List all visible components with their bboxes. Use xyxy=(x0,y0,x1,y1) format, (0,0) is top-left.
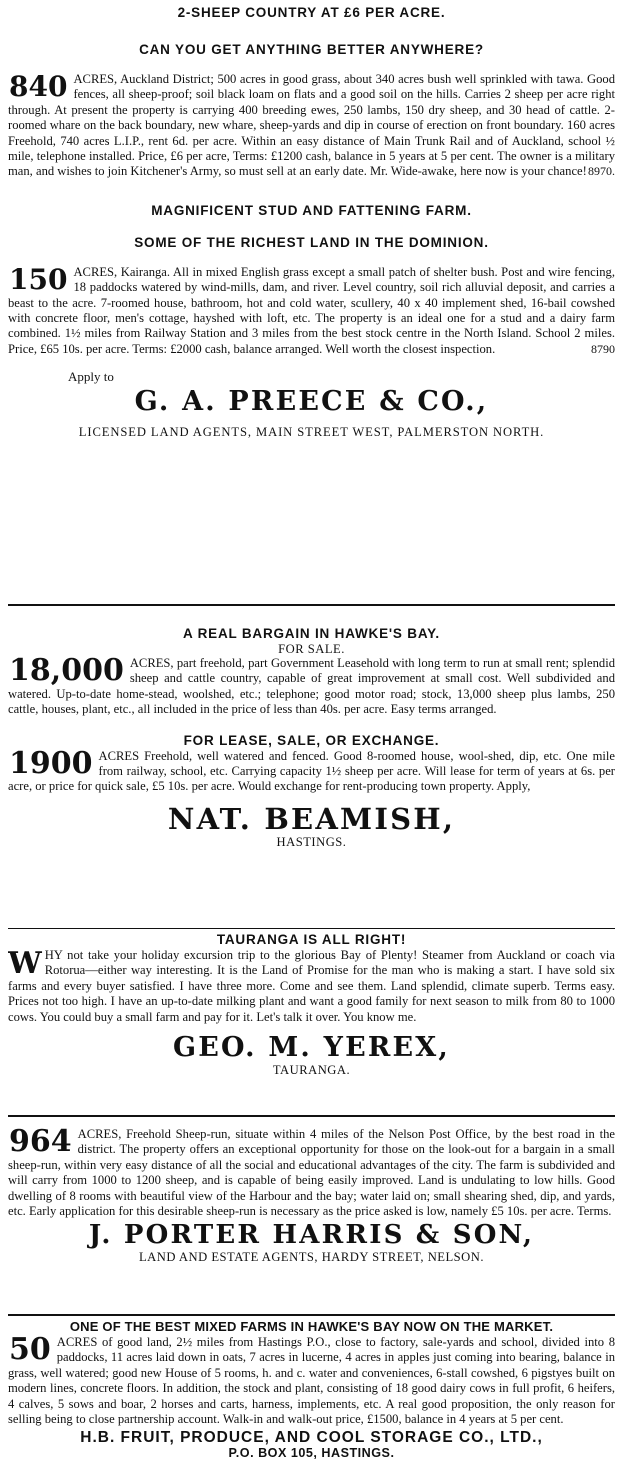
listing-description: ACRES Freehold, well watered and fenced. Good 8-roomed house, wool-shed, dip, etc. One mile from railway, school, etc. Carrying capacity 1½ sheep per acre. Will lease for term of years at 6s. per acre, or price for quick sale, £5 10s. per acre. Would exchange for rent-producing town property. Apply, xyxy=(8,748,615,794)
listing-50 xyxy=(8,1332,615,1427)
ad-heading: TAURANGA IS ALL RIGHT! xyxy=(216,932,407,947)
listing-reference: 8790 xyxy=(591,341,615,356)
listing-150 xyxy=(8,262,615,357)
agent-name: J. PORTER HARRIS & SON, xyxy=(88,1220,535,1251)
listing-description: ACRES, Kairanga. All in mixed English grass except a small patch of shelter bush. Post and wire fencing, 18 paddocks watered by wind-mills, dam, and river. Level country, soil rich alluvial deposit, and carries a beast to the acre. 7-roomed house, bathroom, hot and cold water, scullery, 40 x 40 implement shed, 16-bail cowshed with concrete floor, men's cottage, hayshed with loft, etc. The property is an ideal one for a stud and a dairy farm combined. 1½ miles from Railway Station and 3 miles from the best stock centre in the North Island. School 2 miles. Price, £65 10s. per acre. Terms: £2000 cash, balance arranged. Well worth the closest inspection. 8790 xyxy=(8,264,615,356)
yerex-body xyxy=(8,948,615,1025)
agent-address: LICENSED LAND AGENTS, MAIN STREET WEST, PALMERSTON NORTH. xyxy=(78,425,545,440)
listing-description: ACRES of good land, 2½ miles from Hastings P.O., close to factory, sale-yards and school, divided into 8 paddocks, 11 acres laid down in oats, 7 acres in lucerne, 4 acres in apples just coming into bearing, balance in grass, well watered; good new House of 5 rooms, h. and c. water and conveniences, 6-stall cowshed, 6 pigstyes built on modern lines, concrete floors. In addition, the stock and plant, consisting of 18 good dairy cows in full profit, 6 heifers, 4 calves, 5 sows and boar, 2 horses and carts, harness, implements, etc. A real good proposition, the only reason for selling being to close partnership account. Walk-in and walk-out price, £1500, balance in 4 years at 5 per cent. xyxy=(8,1335,615,1427)
drop-capital: W xyxy=(8,946,42,981)
ad-heading: CAN YOU GET ANYTHING BETTER ANYWHERE? xyxy=(139,42,484,57)
ad-heading: MAGNIFICENT STUD AND FATTENING FARM. xyxy=(151,202,472,218)
listing-description: ACRES, part freehold, part Government Leasehold with long term to run at small rent; splendid sheep and cattle country, capable of great improvement at small cost. Well subdivided and watered. Up-to-date home-stead, woolshed, etc.; telephone; good motor road; stock, 13,000 sheep plus lambs, 250 cattle, houses, plant, etc., all included in the price of less than 40s. per acre. Easy terms arranged. xyxy=(8,656,615,717)
column-rule xyxy=(8,928,615,929)
column-rule xyxy=(8,1314,615,1316)
agent-address: HASTINGS. xyxy=(276,834,347,849)
agent-name: GEO. M. YEREX, xyxy=(172,1032,451,1064)
ad-heading: 2-SHEEP COUNTRY AT £6 PER ACRE. xyxy=(177,5,446,20)
ad-heading: ONE OF THE BEST MIXED FARMS IN HAWKE'S BAY NOW ON THE MARKET. xyxy=(69,1319,554,1334)
preece-advertisement xyxy=(8,4,615,604)
ad-heading: SOME OF THE RICHEST LAND IN THE DOMINION. xyxy=(134,234,489,250)
ad-description: HY not take your holiday excursion trip to the glorious Bay of Plenty! Steamer from Auckland or coach via Rotorua—either way interesting. It is the Land of Promise for the man who is making a start. I have sold six farms and every buyer satisfied. I have three more. Come and see them. Land splendid, climate superb. Terms easy. Prices not too high. I have an up-to-date milking plant and want a good family for next season to milk from 80 to 1000 cows. You could buy a small farm and pay for it. Let's talk it over. You know me. xyxy=(8,948,615,1024)
agent-name: NAT. BEAMISH, xyxy=(167,801,456,836)
agent-name: H.B. FRUIT, PRODUCE, AND COOL STORAGE CO., LTD., xyxy=(80,1429,543,1447)
listing-1900 xyxy=(8,745,615,795)
listing-840 xyxy=(8,72,615,180)
listing-acreage: 1900 xyxy=(9,745,93,781)
listing-acreage: 840 xyxy=(9,70,68,103)
beamish-advertisement xyxy=(8,625,615,928)
listing-18000 xyxy=(8,653,615,718)
newspaper-page xyxy=(8,0,615,1468)
agent-address: TAURANGA. xyxy=(272,1063,351,1078)
listing-acreage: 18,000 xyxy=(9,653,124,688)
ad-heading: A REAL BARGAIN IN HAWKE'S BAY. xyxy=(183,626,440,641)
agent-address: P.O. BOX 105, HASTINGS. xyxy=(228,1446,395,1461)
hb-fruit-advertisement xyxy=(8,1318,615,1460)
listing-964 xyxy=(8,1124,615,1219)
column-rule xyxy=(8,604,615,606)
apply-to-label: Apply to xyxy=(68,369,114,385)
column-rule xyxy=(8,1115,615,1117)
ad-subheading: FOR SALE. xyxy=(278,642,345,656)
harris-advertisement xyxy=(8,1124,615,1314)
listing-acreage: 150 xyxy=(9,262,68,296)
listing-description: ACRES, Freehold Sheep-run, situate within 4 miles of the Nelson Post Office, by the best road in the district. The property offers an exceptional opportunity for those on the look-out for a bargain in a small sheep-run, within very easy distance of all the social and educational advantages of the city. The farm is subdivided and will carry from 1000 to 1200 sheep, and is capable of being easily improved. Land is undulating to low hills. Good dwelling of 8 rooms with beautiful view of the Harbour and the bay; water laid on; small shearing shed, dip, and yards, etc. Early application for this desirable sheep-run is necessary as the price asked is low, namely £5 10s. per acre. Terms. xyxy=(8,1127,615,1219)
listing-reference: 8970. xyxy=(588,164,615,179)
listing-acreage: 964 xyxy=(9,1124,72,1159)
ad-heading: FOR LEASE, SALE, OR EXCHANGE. xyxy=(183,732,440,748)
agent-name: G. A. PREECE & CO., xyxy=(134,386,489,418)
listing-acreage: 50 xyxy=(9,1332,51,1367)
yerex-advertisement xyxy=(8,931,615,1115)
listing-description: ACRES, Auckland District; 500 acres in good grass, about 340 acres bush well sprinkled with tawa. Good fences, all sheep-proof; soil black loam on flats and a good soil on the hills. Carries 2 sheep per acre right through. At present the property is carrying 400 breeding ewes, 250 lambs, 150 dry sheep, and 30 head of cattle. 2-roomed whare on the back boundary, new whare, sheep-yards and dip in course of erection on front boundary. 160 acres Freehold, 740 acres L.I.P., rent 6d. per acre. Within an easy distance of Main Trunk Rail and of Auckland, school ½ mile, telephone installed. Price, £6 per acre, Terms: £1200 cash, balance in 5 years at 5 per cent. The owner is a military man, and wishes to join Kitchener's Army, so must sell at an early date. Mr. Wide-awake, here now is your chance! 8970. xyxy=(8,72,615,179)
agent-address: LAND AND ESTATE AGENTS, HARDY STREET, NELSON. xyxy=(138,1250,485,1265)
